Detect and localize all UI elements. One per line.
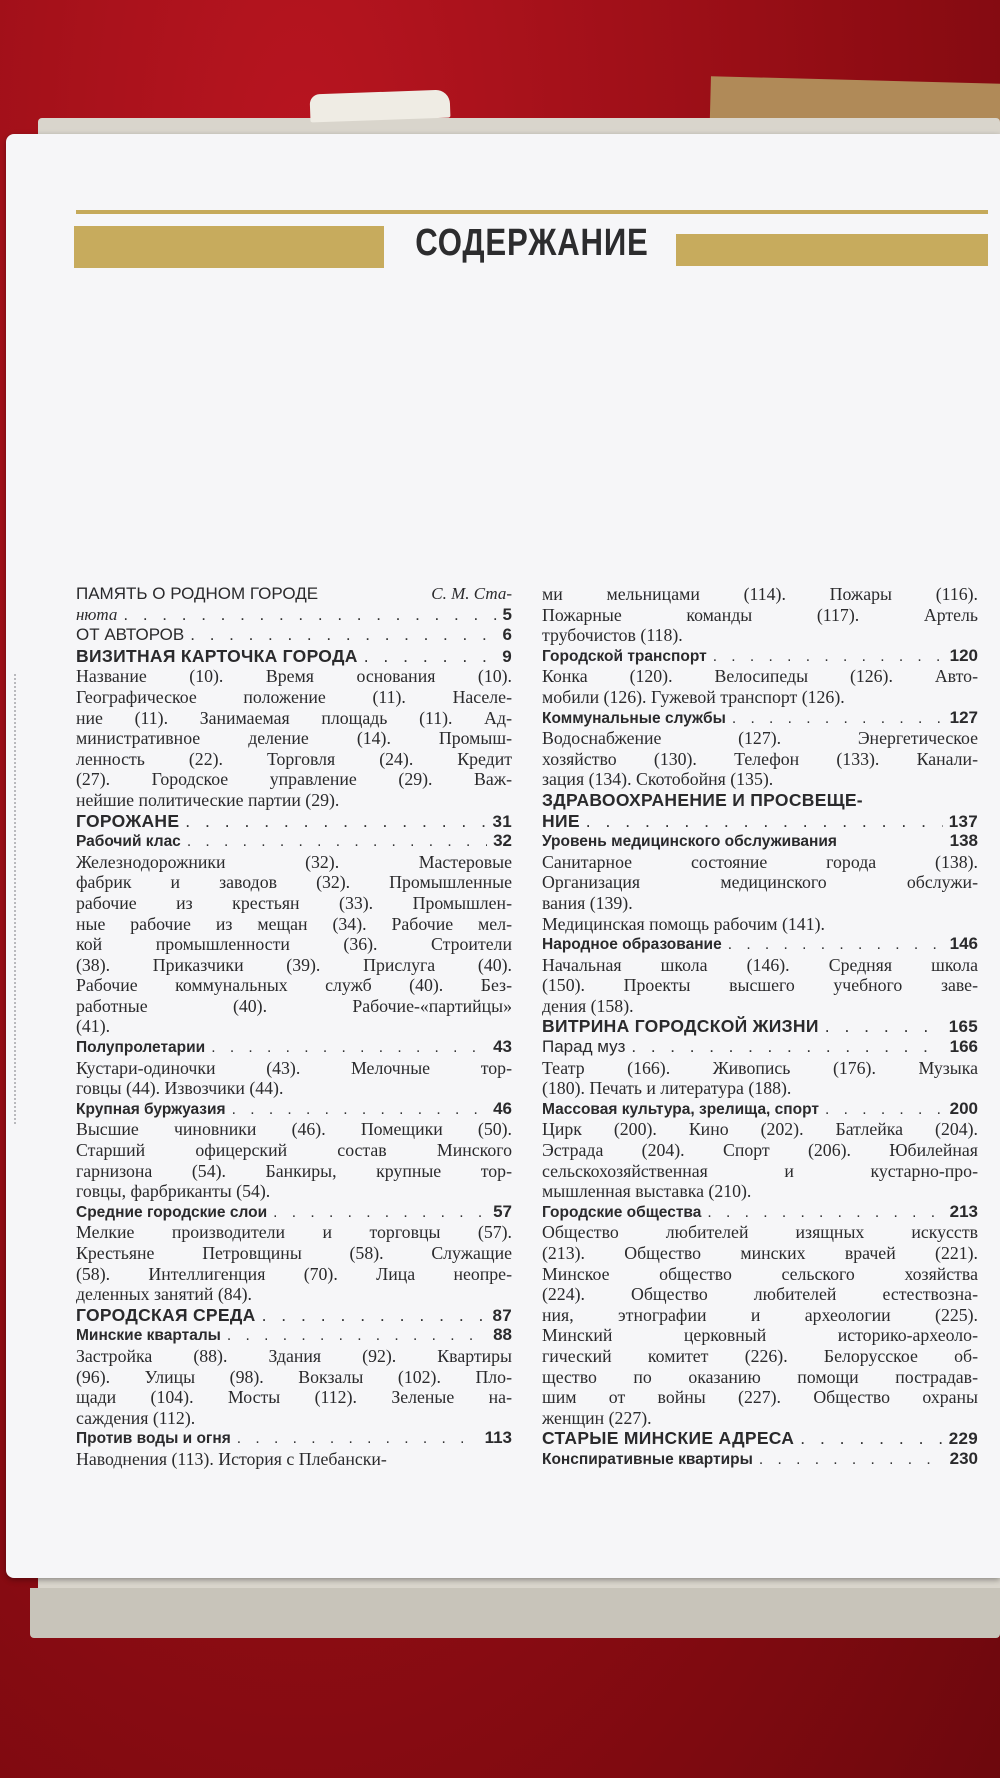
toc-page-number: 137	[948, 811, 978, 831]
toc-leader-dots	[759, 1450, 944, 1470]
toc-entry-title: ВИЗИТНАЯ КАРТОЧКА ГОРОДА	[76, 645, 358, 666]
toc-line: кой промышленности (36). Строители	[76, 934, 512, 955]
toc-line: Мелкие производители и торговцы (57).	[76, 1222, 512, 1243]
toc-line: Минское общество сельского хозяйства	[542, 1263, 978, 1284]
toc-entry	[76, 1099, 512, 1120]
toc-entry	[76, 831, 512, 852]
toc-leader-dots	[237, 1429, 479, 1449]
toc-page-number: 127	[949, 707, 978, 727]
toc-entry-title: Городские общества	[542, 1203, 702, 1221]
toc-line: ми мельницами (114). Пожары (116).	[542, 584, 978, 604]
toc-line: трубочистов (118).	[542, 625, 683, 646]
toc-line: фабрик и заводов (32). Промышленные	[76, 872, 512, 893]
toc-entry	[76, 605, 512, 626]
toc-entry-title: Против воды и огня	[76, 1430, 231, 1448]
toc-entry-title: НИЕ	[542, 810, 580, 831]
toc-page-number: 200	[949, 1098, 978, 1118]
toc-page-number: 87	[492, 1305, 512, 1325]
toc-entry	[542, 934, 978, 955]
toc-leader-dots	[732, 709, 944, 729]
toc-line: Театр (166). Живопись (176). Музыка	[542, 1057, 978, 1078]
toc-line: (41).	[76, 1016, 111, 1037]
toc-entry-title: Конспиративные квартиры	[542, 1450, 753, 1468]
toc-line: Организация медицинского обслужи-	[542, 872, 978, 893]
toc-entry	[76, 1428, 512, 1449]
toc-entry	[542, 1099, 978, 1120]
toc-leader-dots	[586, 811, 943, 832]
toc-leader-dots	[227, 1326, 487, 1346]
toc-entry-title: ОТ АВТОРОВ	[76, 625, 185, 645]
toc-page-number: 46	[493, 1098, 512, 1118]
toc-line: дения (158).	[542, 995, 634, 1016]
toc-line: ния, этнографии и археологии (225).	[542, 1304, 978, 1325]
toc-line: министративное деление (14). Промыш-	[76, 728, 512, 749]
page-title: СОДЕРЖАНИЕ	[415, 222, 649, 264]
toc-line: (150). Проекты высшего учебного заве-	[542, 975, 978, 996]
toc-entry	[542, 1428, 978, 1449]
toc-line: гарнизона (54). Банкиры, крупные тор-	[76, 1160, 512, 1181]
toc-line: Географическое положение (11). Населе-	[76, 686, 512, 707]
toc-page-number: 88	[493, 1325, 512, 1345]
toc-entry-title: Полупролетарии	[76, 1039, 206, 1057]
toc-page-number: 6	[502, 625, 512, 645]
toc-leader-dots	[800, 1428, 943, 1449]
toc-entry	[542, 1016, 978, 1037]
toc-line: хозяйство (130). Телефон (133). Канали-	[542, 748, 978, 769]
toc-heading-line	[76, 584, 512, 605]
toc-leader-dots	[825, 1100, 944, 1120]
toc-line: говцы (44). Извозчики (44).	[76, 1078, 284, 1099]
toc-heading-text: ЗДРАВООХРАНЕНИЕ И ПРОСВЕЩЕ-	[542, 789, 863, 810]
toc-line: Эстрада (204). Спорт (206). Юбилейная	[542, 1140, 978, 1161]
toc-leader-dots	[728, 935, 944, 955]
toc-line: щади (104). Мосты (112). Зеленые на-	[76, 1387, 512, 1408]
toc-line: Медицинская помощь рабочим (141).	[542, 913, 825, 934]
toc-leader-dots	[713, 647, 944, 667]
toc-page-number: 120	[949, 645, 978, 665]
toc-leader-dots	[364, 646, 497, 667]
toc-entry-title: СТАРЫЕ МИНСКИЕ АДРЕСА	[542, 1428, 795, 1449]
toc-leader-dots	[190, 625, 496, 646]
toc-leader-dots	[825, 1016, 943, 1037]
spine-stitching	[14, 674, 22, 1124]
toc-entry-title: Крупная буржуазия	[76, 1100, 226, 1118]
toc-entry	[542, 1449, 978, 1470]
toc-entry	[76, 811, 512, 832]
toc-line: рабочие из крестьян (33). Промышлен-	[76, 892, 512, 913]
toc-line: Минский церковный историко-археоло-	[542, 1325, 978, 1346]
toc-page-number: 32	[493, 831, 512, 851]
toc-leader-dots	[185, 811, 486, 832]
toc-entry-title: ВИТРИНА ГОРОДСКОЙ ЖИЗНИ	[542, 1016, 819, 1037]
toc-line: саждения (112).	[76, 1407, 196, 1428]
toc-line: (96). Улицы (98). Вокзалы (102). Пло-	[76, 1366, 512, 1387]
toc-line: мобили (126). Гужевой транспорт (126).	[542, 686, 845, 707]
toc-page-number: 43	[493, 1037, 512, 1057]
toc-line: (38). Приказчики (39). Прислуга (40).	[76, 954, 512, 975]
toc-page-number: 230	[949, 1448, 978, 1468]
toc-entry	[542, 646, 978, 667]
toc-entry	[542, 831, 978, 852]
toc-author: С. М. Ста-	[431, 584, 512, 603]
toc-entry	[542, 1037, 978, 1058]
toc-line: мышленная выставка (210).	[542, 1181, 752, 1202]
toc-line: Начальная школа (146). Средняя школа	[542, 954, 978, 975]
toc-leader-dots	[262, 1305, 487, 1326]
book-cloth-edge	[30, 1588, 1000, 1638]
top-rule	[76, 210, 988, 214]
toc-line: (180). Печать и литература (188).	[542, 1078, 792, 1099]
toc-line: работные (40). Рабочие-«партийцы»	[76, 995, 512, 1016]
toc-line: Железнодорожники (32). Мастеровые	[76, 851, 512, 872]
paper-scrap	[310, 90, 451, 123]
toc-leader-dots	[123, 605, 496, 626]
toc-page-number: 9	[502, 646, 512, 666]
decorative-band-right	[676, 234, 988, 266]
toc-line: ные рабочие из мещан (34). Рабочие мел-	[76, 913, 512, 934]
toc-line: (213). Общество минских врачей (221).	[542, 1243, 978, 1263]
toc-entry	[76, 1325, 512, 1346]
toc-entry	[76, 1305, 512, 1326]
toc-leader-dots	[273, 1203, 487, 1223]
toc-leader-dots	[707, 1203, 943, 1223]
toc-line: Водоснабжение (127). Энергетическое	[542, 728, 978, 749]
toc-page-number: 113	[484, 1428, 512, 1448]
toc-entry	[542, 1202, 978, 1223]
toc-entry-title: Парад муз	[542, 1037, 626, 1057]
toc-leader-dots	[232, 1100, 487, 1120]
toc-page-number: 229	[948, 1429, 978, 1449]
toc-line: зация (134). Скотобойня (135).	[542, 769, 774, 790]
toc-entry-title: Городской транспорт	[542, 647, 707, 665]
toc-entry-title: Средние городские слои	[76, 1203, 268, 1221]
toc-line: Общество любителей изящных искусств	[542, 1222, 978, 1243]
toc-entry-title: Массовая культура, зрелища, спорт	[542, 1100, 819, 1118]
toc-line: (27). Городское управление (29). Важ-	[76, 769, 512, 790]
toc-entry-title: Минские кварталы	[76, 1327, 221, 1345]
toc-line: Высшие чиновники (46). Помещики (50).	[76, 1119, 512, 1140]
toc-entry	[76, 646, 512, 667]
toc-entry	[76, 1202, 512, 1223]
toc-line: Санитарное состояние города (138).	[542, 851, 978, 872]
toc-line: Рабочие коммунальных служб (40). Без-	[76, 975, 512, 996]
toc-line: деленных занятий (84).	[76, 1284, 252, 1305]
toc-page-number: 31	[492, 811, 512, 831]
toc-page-number: 5	[502, 604, 512, 624]
toc-leader-dots	[187, 832, 487, 852]
toc-line: вания (139).	[542, 892, 633, 913]
toc-line: Кустари-одиночки (43). Мелочные тор-	[76, 1057, 512, 1078]
toc-entry-title: Коммунальные службы	[542, 709, 726, 727]
toc-entry	[542, 708, 978, 729]
toc-line: сельскохозяйственная и кустарно-про-	[542, 1160, 978, 1181]
toc-line: шим от войны (227). Общество охраны	[542, 1387, 978, 1408]
toc-line: ние (11). Занимаемая площадь (11). Ад-	[76, 707, 512, 728]
toc-entry-title: Уровень медицинского обслуживания	[542, 833, 837, 851]
toc-leader-dots	[631, 1037, 943, 1058]
toc-entry-title: Народное образование	[542, 936, 722, 954]
toc-line: Крестьяне Петровщины (58). Служащие	[76, 1243, 512, 1263]
toc-line: Застройка (88). Здания (92). Квартиры	[76, 1345, 512, 1366]
toc-right-column	[542, 584, 978, 1470]
toc-leader-dots	[211, 1038, 487, 1058]
toc-line: нейшие политические партии (29).	[76, 789, 340, 810]
toc-page-number: 213	[949, 1201, 978, 1221]
toc-left-column	[76, 584, 512, 1470]
toc-page-number: 57	[493, 1201, 512, 1221]
toc-line: щество по оказанию помощи пострадав-	[542, 1366, 978, 1387]
toc-entry-title: ГОРОДСКАЯ СРЕДА	[76, 1304, 256, 1325]
toc-line: Конка (120). Велосипеды (126). Авто-	[542, 666, 978, 687]
toc-heading-text: ПАМЯТЬ О РОДНОМ ГОРОДЕ	[76, 584, 319, 603]
toc-entry-title: ГОРОЖАНЕ	[76, 810, 180, 831]
decorative-band-left	[74, 226, 384, 268]
toc-line: говцы, фарбриканты (54).	[76, 1181, 271, 1202]
toc-line: Название (10). Время основания (10).	[76, 666, 512, 687]
toc-entry-title: Рабочий клас	[76, 833, 181, 851]
toc-line: Цирк (200). Кино (202). Батлейка (204).	[542, 1119, 978, 1140]
toc-page-number: 146	[949, 934, 978, 954]
toc-line: (58). Интеллигенция (70). Лица неопре-	[76, 1263, 512, 1284]
toc-entry	[76, 1037, 512, 1058]
toc-page-number: 165	[948, 1017, 978, 1037]
toc-line: Пожарные команды (117). Артель	[542, 604, 978, 625]
toc-entry-title: нюта	[76, 604, 118, 624]
toc-line: (224). Общество любителей естествозна-	[542, 1284, 978, 1305]
toc-page-number: 166	[949, 1037, 978, 1057]
toc-line: ленность (22). Торговля (24). Кредит	[76, 748, 512, 769]
toc-page-number: 138	[949, 831, 978, 851]
toc-entry	[76, 625, 512, 646]
toc-line: Старший офицерский состав Минского	[76, 1140, 512, 1161]
toc-entry	[542, 811, 978, 832]
toc-line: гический комитет (226). Белорусское об-	[542, 1345, 978, 1366]
toc-heading-line	[542, 790, 978, 811]
toc-line: Наводнения (113). История с Плебански-	[76, 1448, 387, 1469]
toc-line: женщин (227).	[542, 1407, 652, 1428]
